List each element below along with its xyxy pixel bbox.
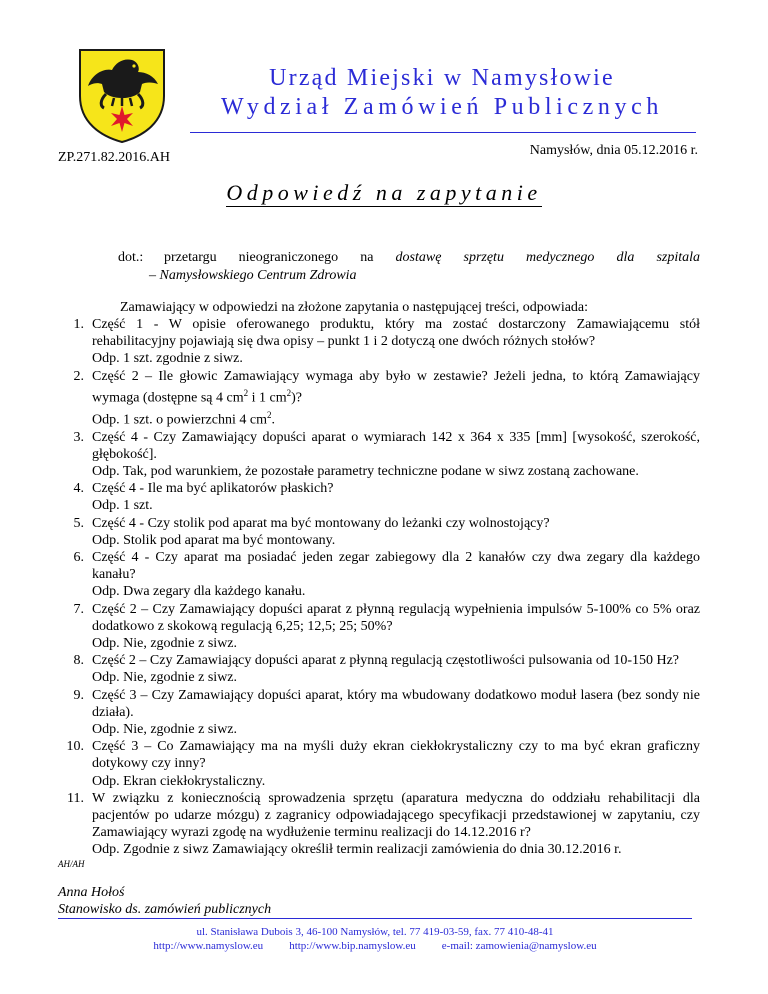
footer-address: ul. Stanisława Dubois 3, 46-100 Namysłów, tel. 77 419-03-59, fax. 77 410-48-41 [196,926,554,938]
answer-text: Odp. Ekran ciekłokrystaliczny. [92,773,266,789]
question-text: Część 4 - Ile ma być aplikatorów płaskich? [92,481,334,497]
intro-paragraph: Zamawiający w odpowiedzi na złożone zapytania o następującej treści, odpowiada: [120,300,589,315]
answer-text: Odp. Nie, zgodnie z siwz. [92,721,238,737]
list-item [58,316,700,368]
question-text: W związku z koniecznością sprowadzenia sprzętu (aparatura medyczna do oddziału rehabilitacji dla pacjentów po udarze mózgu) z zagranicy odpowiadającego specyfikacji przedstawionej w zapytaniu, czy Zamawiający wyrazi zgodę na wydłużenie terminu realizacji do 14.12.2016 r? [92,790,700,841]
email-link[interactable]: e-mail: zamowienia@namyslow.eu [441,940,597,952]
item-number: 9. [73,687,84,703]
question-text: Część 1 - W opisie oferowanego produktu, który ma zostać dostarczony Zamawiającemu stół rehabilitacyjny pojawiają się dwa opisy – punkt 1 i 2 dotyczą one dwóch różnych stołów? [92,317,700,350]
answer-text: Odp. Tak, pod warunkiem, że pozostałe parametry techniczne podane w siwz zostaną zachowane. [92,463,639,479]
subject-text [164,249,700,267]
answer-text: Odp. 1 szt. zgodnie z siwz. [92,351,243,367]
answer-text: Odp. Nie, zgodnie z siwz. [92,670,238,686]
list-item [58,790,700,859]
item-number: 5. [73,515,84,531]
questions-answers-list [58,316,700,859]
question-text: Część 4 - Czy Zamawiający dopuści aparat o wymiarach 142 x 364 x 335 [mm] [wysokość, szerokość, głębokość]. [92,429,700,462]
list-item [58,515,700,549]
item-number: 4. [73,481,84,497]
list-item [58,549,700,601]
footer-divider [58,918,692,919]
document-heading [0,180,768,206]
item-number: 11. [67,790,84,806]
list-item [58,652,700,686]
item-number: 8. [73,653,84,669]
list-item [58,601,700,653]
question-text: Część 4 - Czy aparat ma posiadać jeden zegar zabiegowy dla 2 kanałów czy dwa zegary dla każdego kanału? [92,549,700,583]
question-text: Część 3 – Czy Zamawiający dopuści aparat, który ma wbudowany dodatkowo moduł lasera (bez sondy nie działa). [92,687,700,720]
item-number: 6. [73,549,84,565]
answer-text: Odp. Dwa zegary dla każdego kanału. [92,584,306,600]
question-text: Część 4 - Czy stolik pod aparat ma być montowany do leżanki czy wolnostojący? [92,515,550,531]
website-link[interactable]: http://www.namyslow.eu [153,940,264,952]
answer-text: Odp. 1 szt. [92,498,153,514]
subject-text-italic: dostawę sprzętu medycznego dla szpitala [395,250,701,265]
list-item [58,429,700,481]
answer-text: Odp. 1 szt. o powierzchni 4 $cm^2$. [92,409,275,428]
office-header [186,64,698,122]
item-number: 7. [73,601,84,617]
bip-link[interactable]: http://www.bip.namyslow.eu [289,940,416,952]
department-name: Wydział Zamówień Publicznych [221,94,663,120]
footer [58,925,692,953]
list-item [58,687,700,739]
signer-name: Anna Hołoś [58,885,125,900]
item-number: 1. [73,317,84,332]
subject-text-regular: przetargu nieograniczonego na [164,250,374,265]
document-heading-text: Odpowiedź na zapytanie [226,180,542,205]
author-initials: AH/AH [58,859,85,869]
answer-text: Odp. Zgodnie z siwz Zamawiający określił termin realizacji zamówienia do dnia 30.12.2016 r. [92,842,622,858]
question-text: Część 3 – Co Zamawiający ma na myśli duży ekran ciekłokrystaliczny czy to ma być ekran graficzny dotykowy czy inny? [92,739,700,772]
signature-block [58,884,271,918]
subject-label: dot.: [118,250,144,265]
place-and-date: Namysłów, dnia 05.12.2016 r. [529,143,698,158]
reference-number: ZP.271.82.2016.AH [58,150,171,165]
namyslow-coat-of-arms-logo [76,46,168,144]
signer-position: Stanowisko ds. zamówień publicznych [58,902,272,917]
subject-block [118,249,700,285]
question-text: Część 2 – Ile głowic Zamawiający wymaga aby było w zestawie? Jeżeli jedna, to którą Zamawiający wymaga (dostępne są 4 $cm^2$ i 1 $cm^2$)? [92,368,700,406]
item-number: 2. [73,368,84,384]
question-text: Część 2 – Czy Zamawiający dopuści aparat z płynną regulacją częstotliwości pulsowania od 10-150 Hz? [92,653,680,669]
answer-text: Odp. Nie, zgodnie z siwz. [92,635,238,651]
item-number: 10. [66,739,84,755]
header-divider [190,132,696,133]
item-number: 3. [73,429,84,445]
subject-text-line2: – Namysłowskiego Centrum Zdrowia [149,268,357,283]
office-name: Urząd Miejski w Namysłowie [269,65,615,91]
list-item [58,480,700,514]
list-item [58,738,700,790]
list-item [58,368,700,429]
answer-text: Odp. Stolik pod aparat ma być montowany. [92,532,336,548]
question-text: Część 2 – Czy Zamawiający dopuści aparat z płynną regulacją wypełnienia impulsów 5-100% co 5% oraz dodatkowo z skokową regulacją 6,25; 12,5; 25; 50%? [92,601,700,634]
